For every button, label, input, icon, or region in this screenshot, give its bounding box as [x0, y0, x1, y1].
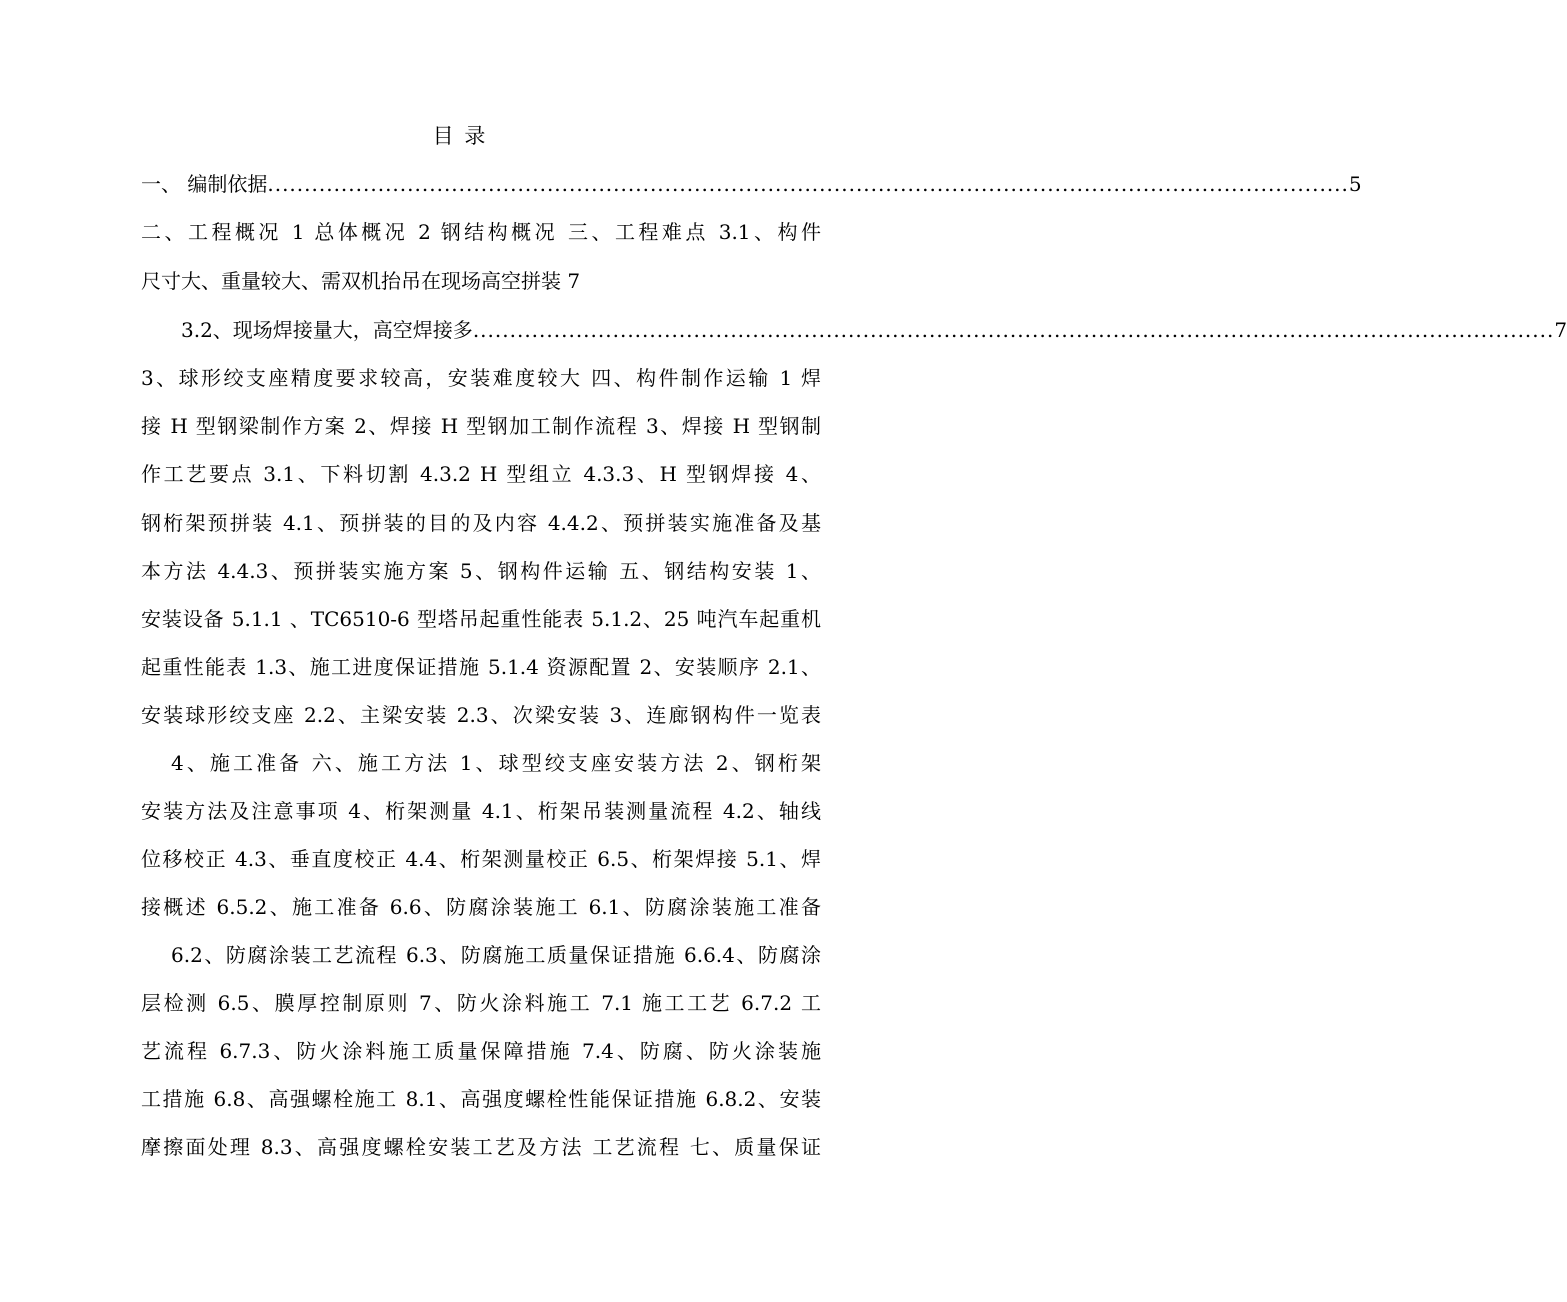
toc-text-line: 钢桁架预拼装 4.1、预拼装的目的及内容 4.4.2、预拼装实施准备及基 [141, 511, 821, 535]
toc-text-line: 尺寸大、重量较大、需双机抬吊在现场高空拼装 7 [141, 269, 581, 293]
toc-text-line: 接 H 型钢梁制作方案 2、焊接 H 型钢加工制作流程 3、焊接 H 型钢制 [141, 414, 821, 438]
toc-text-line: 安装方法及注意事项 4、桁架测量 4.1、桁架吊装测量流程 4.2、轴线 [141, 799, 821, 823]
toc-text-line: 起重性能表 1.3、施工进度保证措施 5.1.4 资源配置 2、安装顺序 2.1、 [141, 655, 821, 679]
toc-entry-label: 3.2、现场焊接量大，高空焊接多 [181, 318, 473, 342]
toc-page-number: 7 [1554, 318, 1567, 342]
toc-text-line: 4、施工准备 六、施工方法 1、球型绞支座安装方法 2、钢桁架 [171, 751, 821, 775]
toc-page-number: 5 [1348, 172, 1362, 196]
toc-text-line: 3、球形绞支座精度要求较高，安装难度较大 四、构件制作运输 1 焊 [141, 366, 821, 390]
toc-text-line: 二、工程概况 1 总体概况 2 钢结构概况 三、工程难点 3.1、构件 [141, 220, 821, 244]
page-title: 目 录 [432, 124, 488, 148]
toc-text-line: 本方法 4.4.3、预拼装实施方案 5、钢构件运输 五、钢结构安装 1、 [141, 559, 821, 583]
toc-entry-welding [181, 314, 1567, 346]
toc-text-line: 安装设备 5.1.1 、TC6510-6 型塔吊起重性能表 5.1.2、25 吨汽车起重机 [141, 607, 821, 631]
toc-text-line: 作工艺要点 3.1、下料切割 4.3.2 H 型组立 4.3.3、H 型钢焊接 4、 [141, 462, 821, 486]
toc-text-line: 层检测 6.5、膜厚控制原则 7、防火涂料施工 7.1 施工工艺 6.7.2 工 [141, 991, 821, 1015]
toc-text-line: 6.2、防腐涂装工艺流程 6.3、防腐施工质量保证措施 6.6.4、防腐涂 [171, 943, 821, 967]
toc-leader-dots: ................................................................................................................................................... [472, 318, 1555, 342]
toc-entry-basis [141, 168, 1362, 200]
toc-text-line: 艺流程 6.7.3、防火涂料施工质量保障措施 7.4、防腐、防火涂装施 [141, 1039, 821, 1063]
toc-entry-label: 一、 编制依据 [141, 172, 268, 196]
toc-text-line: 安装球形绞支座 2.2、主梁安装 2.3、次梁安装 3、连廊钢构件一览表 [141, 703, 821, 727]
toc-text-line: 工措施 6.8、高强螺栓施工 8.1、高强度螺栓性能保证措施 6.8.2、安装 [141, 1087, 821, 1111]
toc-leader-dots: ................................................................................................................................................... [267, 172, 1349, 196]
toc-text-line: 位移校正 4.3、垂直度校正 4.4、桁架测量校正 6.5、桁架焊接 5.1、焊 [141, 847, 821, 871]
toc-text-line: 接概述 6.5.2、施工准备 6.6、防腐涂装施工 6.1、防腐涂装施工准备 [141, 895, 821, 919]
toc-text-line: 摩擦面处理 8.3、高强度螺栓安装工艺及方法 工艺流程 七、质量保证 [141, 1135, 821, 1159]
